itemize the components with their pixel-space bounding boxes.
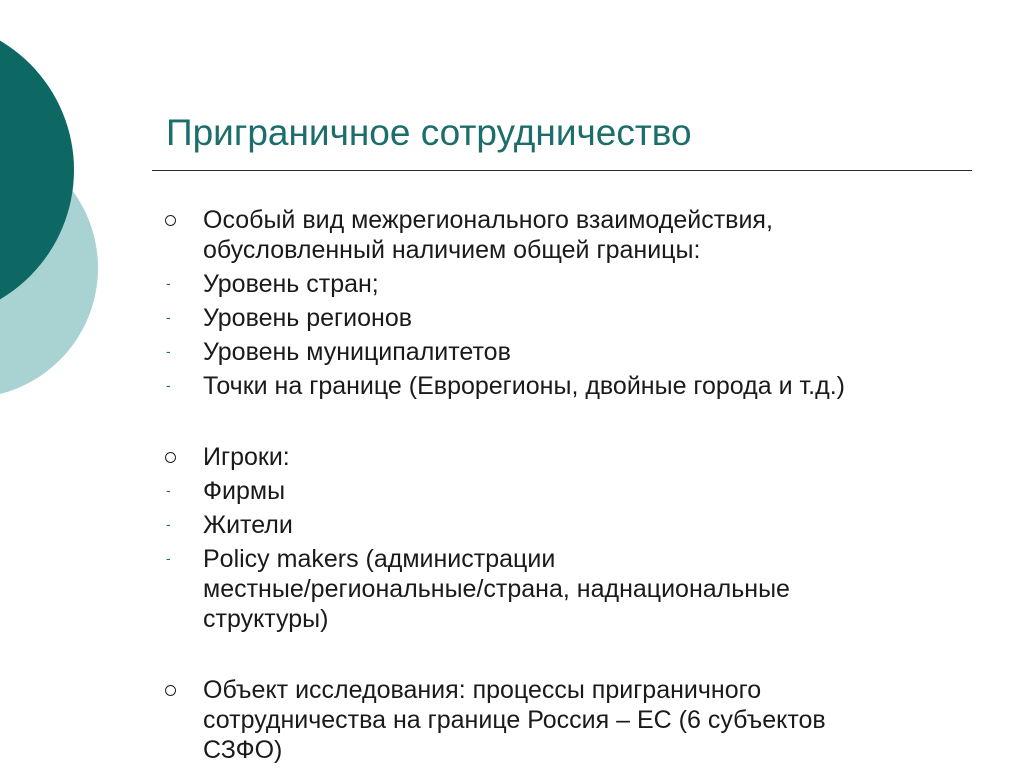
list-item-text: Уровень регионов xyxy=(203,304,413,332)
list-item-text: Уровень муниципалитетов xyxy=(203,338,511,366)
list-item-text: Фирмы xyxy=(203,477,286,505)
bullet-dash-icon: - xyxy=(166,482,171,498)
bullet-dash-icon: - xyxy=(166,343,171,359)
section-text: Особый вид межрегионального взаимодействия, xyxy=(203,206,773,234)
section-text: обусловленный наличием общей границы: xyxy=(203,236,701,264)
bullet-dash-icon: - xyxy=(166,550,171,566)
bullet-dash-icon: - xyxy=(166,275,171,291)
bullet-circle-icon xyxy=(165,685,176,696)
bullet-dash-icon: - xyxy=(166,309,171,325)
slide-title: Приграничное сотрудничество xyxy=(166,112,692,153)
section-text: сотрудничества на границе Россия – ЕС (6 субъектов xyxy=(203,706,826,734)
bullet-circle-icon xyxy=(165,452,176,463)
bullet-dash-icon: - xyxy=(166,516,171,532)
bullet-dash-icon: - xyxy=(166,377,171,393)
bullet-circle-icon xyxy=(165,215,176,226)
list-item-text: местные/региональные/страна, наднациональные xyxy=(203,575,790,603)
list-item-text: Уровень стран; xyxy=(203,270,379,298)
list-item-text: Policy makers (администрации xyxy=(203,545,556,573)
section-text: Объект исследования: процессы приграничного xyxy=(203,676,762,704)
list-item-text: структуры) xyxy=(203,605,329,633)
section-text: СЗФО) xyxy=(203,736,283,764)
list-item-text: Точки на границе (Еврорегионы, двойные города и т.д.) xyxy=(203,372,845,400)
list-item-text: Жители xyxy=(203,511,293,539)
section-text: Игроки: xyxy=(203,443,290,471)
